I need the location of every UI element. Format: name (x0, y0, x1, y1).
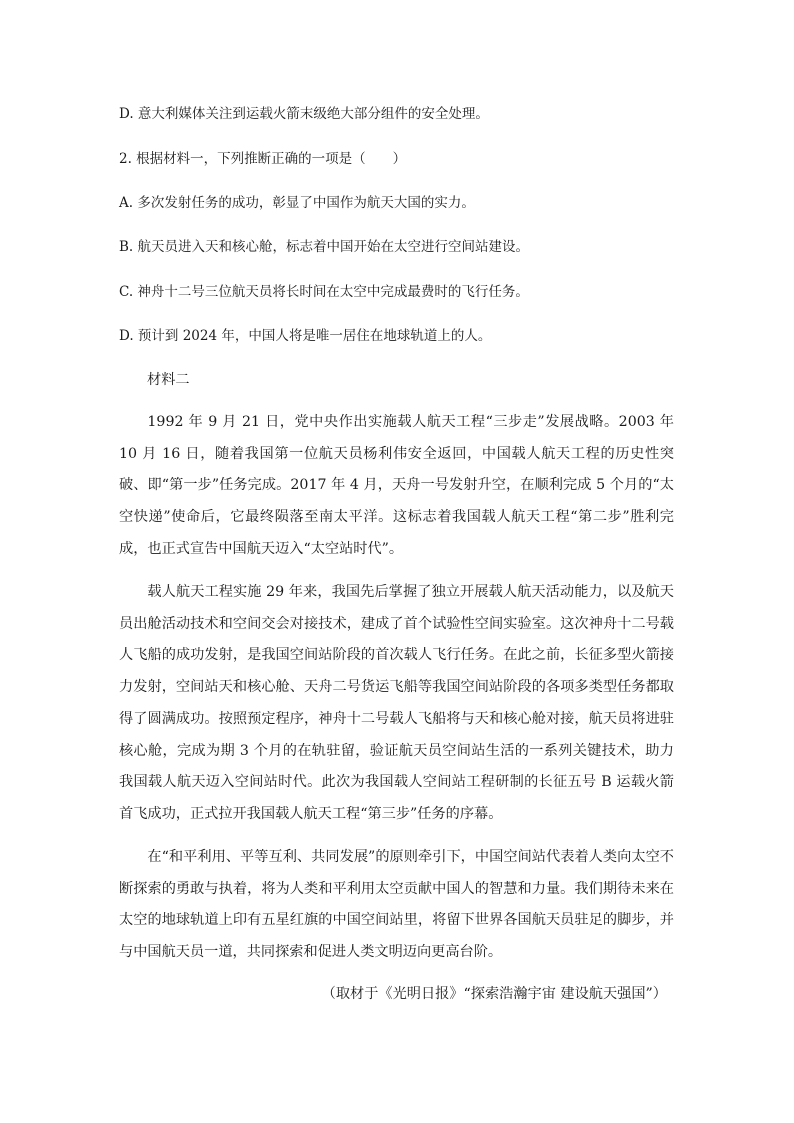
q1-option-d: D. 意大利媒体关注到运载火箭末级绝大部分组件的安全处理。 (119, 106, 489, 122)
material2-paragraph-3: 在“和平利用、平等互利、共同发展”的原则牵引下，中国空间站代表着人类向太空不断探索的勇敢与执着，将为人类和平利用太空贡献中国人的智慧和力量。我们期待未来在太空的地球轨道上印有五星红旗的中国空间站里，将留下世界各国航天员驻足的脚步，并与中国航天员一道，共同探索和促进人类文明迈向更高台阶。 (119, 849, 674, 961)
material2-source: （取材于《光明日报》“探索浩瀚宇宙 建设航天强国”） (321, 986, 667, 1002)
material2-paragraph-2: 载人航天工程实施 29 年来，我国先后掌握了独立开展载人航天活动能力，以及航天员出舱活动技术和空间交会对接技术，建成了首个试验性空间实验室。这次神舟十二号载人飞船的成功发射，是我国空间站阶段的首次载人飞行任务。在此之前，长征多型火箭接力发射，空间站天和核心舱、天舟二号货运飞船等我国空间站阶段的各项多类型任务都取得了圆满成功。按照预定程序，神舟十二号载人飞船将与天和核心舱对接，航天员将进驻核心舱，完成为期 3 个月的在轨驻留，验证航天员空间站生活的一系列关键技术，助力我国载人航天迈入空间站时代。此次为我国载人空间站工程研制的长征五号 B 运载火箭首飞成功，正式拉开我国载人航天工程“第三步”任务的序幕。 (119, 584, 674, 822)
q2-option-a: A. 多次发射任务的成功，彰显了中国作为航天大国的实力。 (119, 195, 475, 211)
q2-option-b: B. 航天员进入天和核心舱，标志着中国开始在太空进行空间站建设。 (119, 239, 530, 255)
q2-option-c: C. 神舟十二号三位航天员将长时间在太空中完成最费时的飞行任务。 (119, 284, 529, 300)
q2-stem: 2. 根据材料一，下列推断正确的一项是（ ） (119, 151, 407, 167)
material2-title: 材料二 (147, 372, 190, 388)
q2-option-d: D. 预计到 2024 年，中国人将是唯一居住在地球轨道上的人。 (119, 328, 492, 344)
material2-paragraph-1: 1992 年 9 月 21 日，党中央作出实施载人航天工程“三步走”发展战略。2003 年 10 月 16 日，随着我国第一位航天员杨利伟安全返回，中国载人航天工程的历史性突破、即“第一步”任务完成。2017 年 4 月，天舟一号发射升空，在顺利完成 5 个月的“太空快递”使命后，它最终陨落至南太平洋。这标志着我国载人航天工程“第二步”胜利完成，也正式宣告中国航天迈入“太空站时代”。 (119, 414, 674, 557)
